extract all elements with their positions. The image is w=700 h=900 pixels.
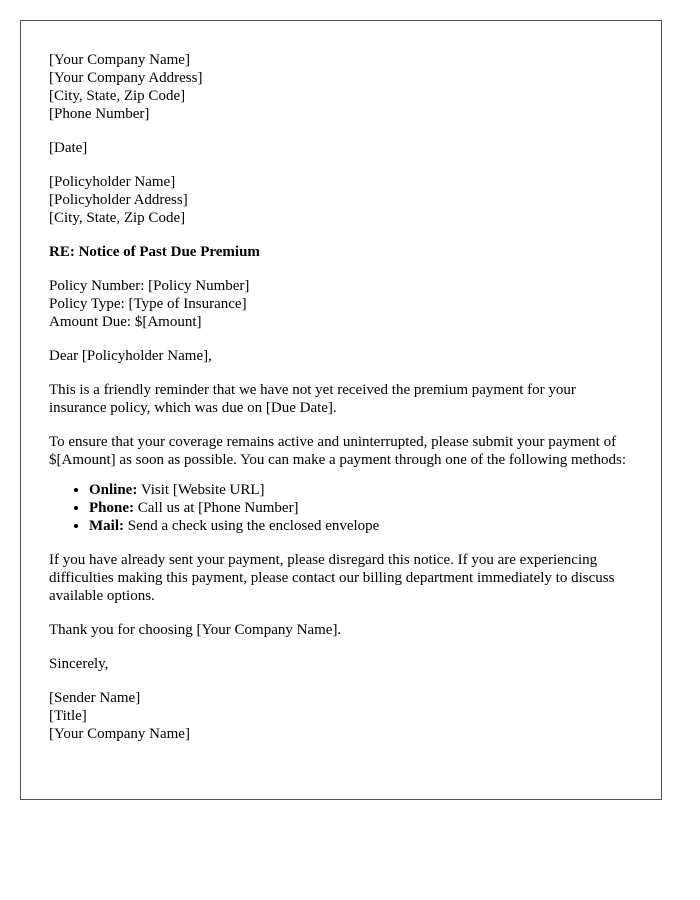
sender-phone: [Phone Number] [49,106,150,122]
salutation: Dear [Policyholder Name], [49,348,212,364]
payment-method-online [89,481,633,499]
recipient-name: [Policyholder Name] [49,174,176,190]
signature-block [49,689,633,743]
payment-method-text: Call us at [Phone Number] [134,500,299,516]
policy-type: Policy Type: [Type of Insurance] [49,296,247,312]
amount-due: Amount Due: $[Amount] [49,314,202,330]
payment-methods-list [49,481,633,535]
recipient-address: [Policyholder Address] [49,192,188,208]
payment-method-text: Visit [Website URL] [137,482,265,498]
body-paragraph-reminder: This is a friendly reminder that we have not yet received the premium payment for your insurance policy, which was due on [Due Date]. [49,382,576,416]
closing: Sincerely, [49,656,109,672]
payment-method-mail [89,517,633,535]
letter-page [20,20,662,800]
payment-method-label: Phone: [89,500,134,516]
sender-company-name: [Your Company Name] [49,52,190,68]
sender-company-address: [Your Company Address] [49,70,203,86]
recipient-address-block [49,173,633,227]
sender-name: [Sender Name] [49,690,141,706]
payment-method-text: Send a check using the enclosed envelope [124,518,380,534]
sender-address-block [49,51,633,123]
policy-number: Policy Number: [Policy Number] [49,278,250,294]
body-paragraph-thanks: Thank you for choosing [Your Company Name]. [49,622,342,638]
signature-company-name: [Your Company Name] [49,726,190,742]
recipient-city-state-zip: [City, State, Zip Code] [49,210,186,226]
body-paragraph-payment: To ensure that your coverage remains active and uninterrupted, please submit your payment of $[Amount] as soon as possible. You can make a payment through one of the following methods: [49,434,627,468]
payment-method-phone [89,499,633,517]
letter-date: [Date] [49,140,88,156]
date-block [49,139,633,157]
payment-method-label: Mail: [89,518,124,534]
sender-title: [Title] [49,708,87,724]
subject-line: RE: Notice of Past Due Premium [49,244,260,260]
body-paragraph-disregard: If you have already sent your payment, please disregard this notice. If you are experiencing difficulties making this payment, please contact our billing department immediately to discuss available options. [49,552,615,604]
payment-method-label: Online: [89,482,138,498]
sender-city-state-zip: [City, State, Zip Code] [49,88,186,104]
policy-details-block [49,277,633,331]
